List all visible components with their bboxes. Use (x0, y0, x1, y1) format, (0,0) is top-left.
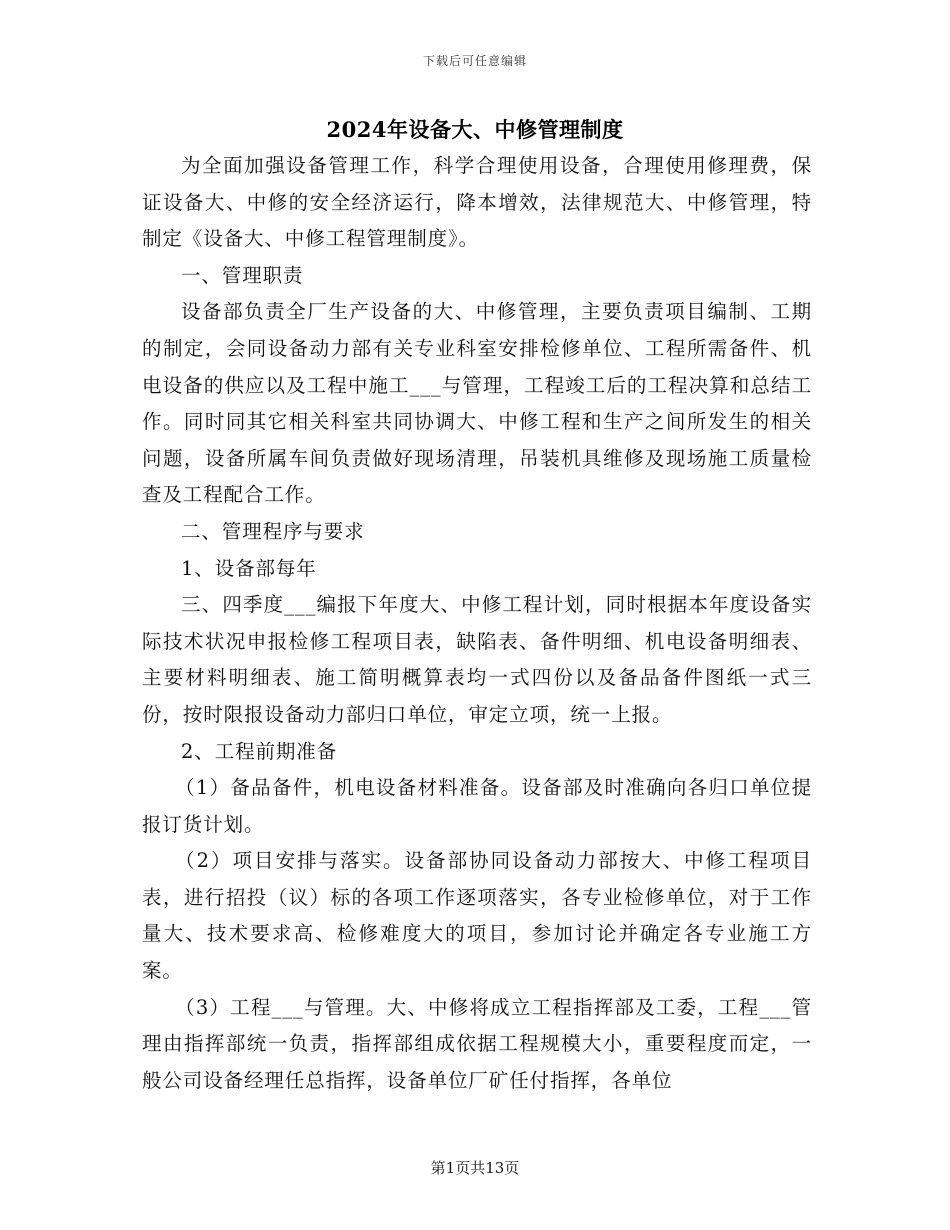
paragraph-intro: 为全面加强设备管理工作，科学合理使用设备，合理使用修理费，保证设备大、中修的安全经济运行，降本增效，法律规范大、中修管理，特制定《设备大、中修工程管理制度》。 (142, 154, 812, 251)
document-title: 2024年设备大、中修管理制度 (326, 117, 624, 142)
paragraph-annual-plan: 三、四季度___编报下年度大、中修工程计划，同时根据本年度设备实际技术状况申报检修工程项目表，缺陷表、备件明细、机电设备明细表、主要材料明细表、施工简明概算表均一式四份以及备品备件图纸一式三份，按时限报设备动力部归口单位，审定立项，统一上报。 (142, 593, 812, 726)
section-heading-2: 二、管理程序与要求 (181, 519, 365, 543)
paragraph-sub-2: （2）项目安排与落实。设备部协同设备动力部按大、中修工程项目表，进行招投（议）标的各项工作逐项落实，各专业检修单位，对于工作量大、技术要求高、检修难度大的项目，参加讨论并确定各专业施工方案。 (142, 849, 812, 983)
page-footer: 第1页共13页 (430, 1159, 520, 1177)
section-heading-1: 一、管理职责 (181, 263, 304, 287)
paragraph-responsibilities: 设备部负责全厂生产设备的大、中修管理，主要负责项目编制、工期的制定，会同设备动力部有关专业科室安排检修单位、工程所需备件、机电设备的供应以及工程中施工___与管理，工程竣工后的工程决算和总结工作。同时同其它相关科室共同协调大、中修工程和生产之间所发生的相关问题，设备所属车间负责做好现场清理，吊装机具维修及现场施工质量检查及工程配合工作。 (142, 300, 812, 507)
paragraph-sub-3: （3）工程___与管理。大、中修将成立工程指挥部及工委，工程___管理由指挥部统一负责，指挥部组成依据工程规模大小，重要程度而定，一般公司设备经理任总指挥，设备单位厂矿任付指挥，各单位 (142, 995, 812, 1092)
item-heading-2: 2、工程前期准备 (181, 739, 338, 763)
document-body (142, 148, 812, 1099)
paragraph-sub-1: （1）备品备件，机电设备材料准备。设备部及时准确向各归口单位提报订货计划。 (142, 776, 812, 836)
item-heading-1: 1、设备部每年 (181, 556, 317, 580)
header-note: 下载后可任意编辑 (422, 54, 527, 68)
